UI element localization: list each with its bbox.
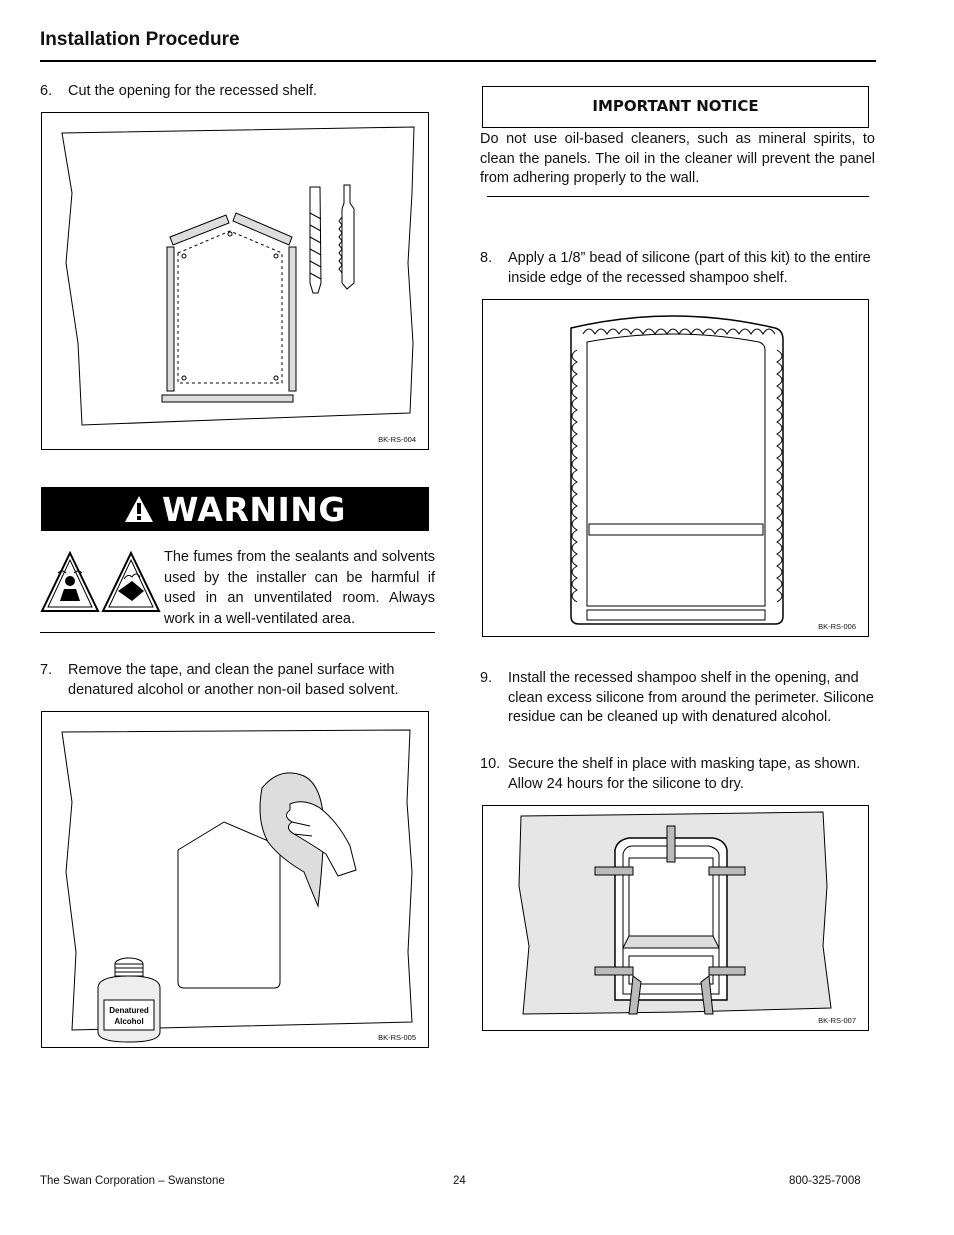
warning-text: The fumes from the sealants and solvents used by the installer can be harmful if used in an unventilated room. Always work in a well-ventilated area.: [164, 549, 435, 627]
footer-company: The Swan Corporation – Swanstone: [40, 1175, 225, 1187]
warning-banner: [41, 487, 429, 531]
important-notice-box: [482, 86, 869, 128]
notice-title: IMPORTANT NOTICE: [592, 97, 759, 115]
step-text: Install the recessed shampoo shelf in the opening, and clean excess silicone from around the perimeter. Silicone residue can be cleaned up with denatured alcohol.: [508, 670, 874, 725]
notice-rule: [487, 196, 869, 197]
warning-triangle-icon: [124, 495, 154, 523]
figure-code: BK-RS-004: [378, 435, 416, 444]
step-7: [40, 661, 440, 700]
step-text: Secure the shelf in place with masking tape, as shown. Allow 24 hours for the silicone to dry.: [508, 756, 861, 792]
step-number: 7.: [40, 662, 53, 678]
silicone-bead-illustration: [483, 300, 870, 638]
step-10: [480, 755, 875, 794]
warning-title: WARNING: [162, 489, 346, 529]
figure-cut-opening: [41, 112, 429, 450]
warning-rule: [40, 632, 435, 633]
step-number: 9.: [480, 670, 493, 686]
step-6: [40, 82, 440, 102]
step-9: [480, 669, 875, 728]
step-text: Remove the tape, and clean the panel surface with denatured alcohol or another non-oil based solvent.: [68, 662, 399, 698]
cut-opening-illustration: [42, 113, 430, 451]
figure-code: BK-RS-006: [818, 622, 856, 631]
step-number: 6.: [40, 83, 53, 99]
page-title: Installation Procedure: [40, 29, 240, 50]
figure-code: BK-RS-005: [378, 1033, 416, 1042]
step-8: [480, 249, 875, 288]
step-text: Cut the opening for the recessed shelf.: [68, 83, 318, 99]
step-text: Apply a 1/8” bead of silicone (part of this kit) to the entire inside edge of the recessed shampoo shelf.: [508, 250, 871, 286]
hazard-fumes-icon: [40, 551, 162, 615]
notice-text: Do not use oil-based cleaners, such as mineral spirits, to clean the panels. The oil in the cleaner will prevent the panel from adhering properly to the wall.: [480, 131, 875, 186]
footer-page-number: 24: [453, 1175, 466, 1187]
figure-silicone-bead: [482, 299, 869, 637]
footer-phone: 800-325-7008: [789, 1175, 861, 1187]
clean-panel-illustration: [42, 712, 430, 1049]
bottle-label-line-2: Alcohol: [114, 1017, 144, 1026]
bottle-label-line-1: Denatured: [109, 1006, 149, 1015]
secure-tape-illustration: [483, 806, 870, 1032]
warning-body: [40, 547, 435, 629]
step-number: 10.: [480, 756, 501, 772]
step-number: 8.: [480, 250, 493, 266]
figure-clean-panel: [41, 711, 429, 1048]
figure-code: BK-RS-007: [818, 1016, 856, 1025]
figure-secure-tape: [482, 805, 869, 1031]
header-rule: [40, 60, 876, 62]
